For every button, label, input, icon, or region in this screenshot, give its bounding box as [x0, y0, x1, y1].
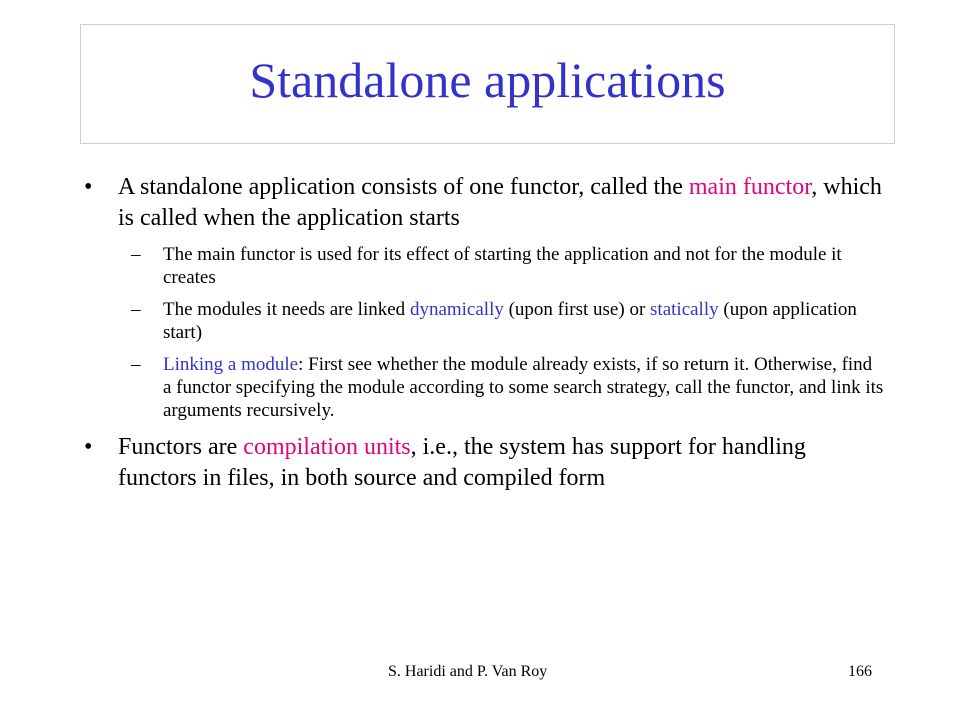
highlight-compilation-units: compilation units [243, 434, 411, 460]
sub-text: : First see whether the module already exists, if so return it. Otherwise, find a functor specifying the module according to some search strategy, call the functor, and link its arguments recursively. [163, 354, 884, 421]
title-box [80, 24, 895, 144]
sub-text: (upon application start) [163, 299, 857, 343]
page-number: 166 [848, 663, 872, 680]
dash-marker: – [131, 354, 141, 375]
bullet-marker: • [84, 174, 93, 200]
slide-body [84, 172, 884, 500]
sub-text: (upon first use) or [503, 299, 651, 320]
term-dynamically: dynamically [409, 299, 504, 320]
dash-marker: – [131, 244, 141, 265]
footer-author: S. Haridi and P. Van Roy [388, 663, 548, 680]
sub-text: The modules it needs are linked [163, 299, 410, 320]
sub-item-linking-modes [84, 298, 884, 344]
bullet-text: A standalone application consists of one functor, called the [118, 174, 689, 200]
bullet-text: , i.e., the system has support for handling functors in files, in both source and compiled form [118, 434, 806, 491]
sub-text: The main functor is used for its effect of starting the application and not for the module it creates [163, 244, 842, 288]
bullet-text: Functors are [118, 434, 244, 460]
bullet-main-functor [84, 172, 884, 234]
sub-item-effect [84, 243, 884, 289]
sub-item-linking-module [84, 353, 884, 422]
slide-title: Standalone applications [249, 52, 726, 108]
bullet-marker: • [84, 434, 93, 460]
term-statically: statically [650, 299, 719, 320]
dash-marker: – [131, 299, 141, 320]
term-linking-a-module: Linking a module [163, 354, 299, 375]
bullet-compilation-units [84, 432, 884, 494]
highlight-main-functor: main functor [688, 174, 812, 200]
sub-list [84, 243, 884, 422]
bullet-text: , which is called when the application starts [118, 174, 882, 231]
